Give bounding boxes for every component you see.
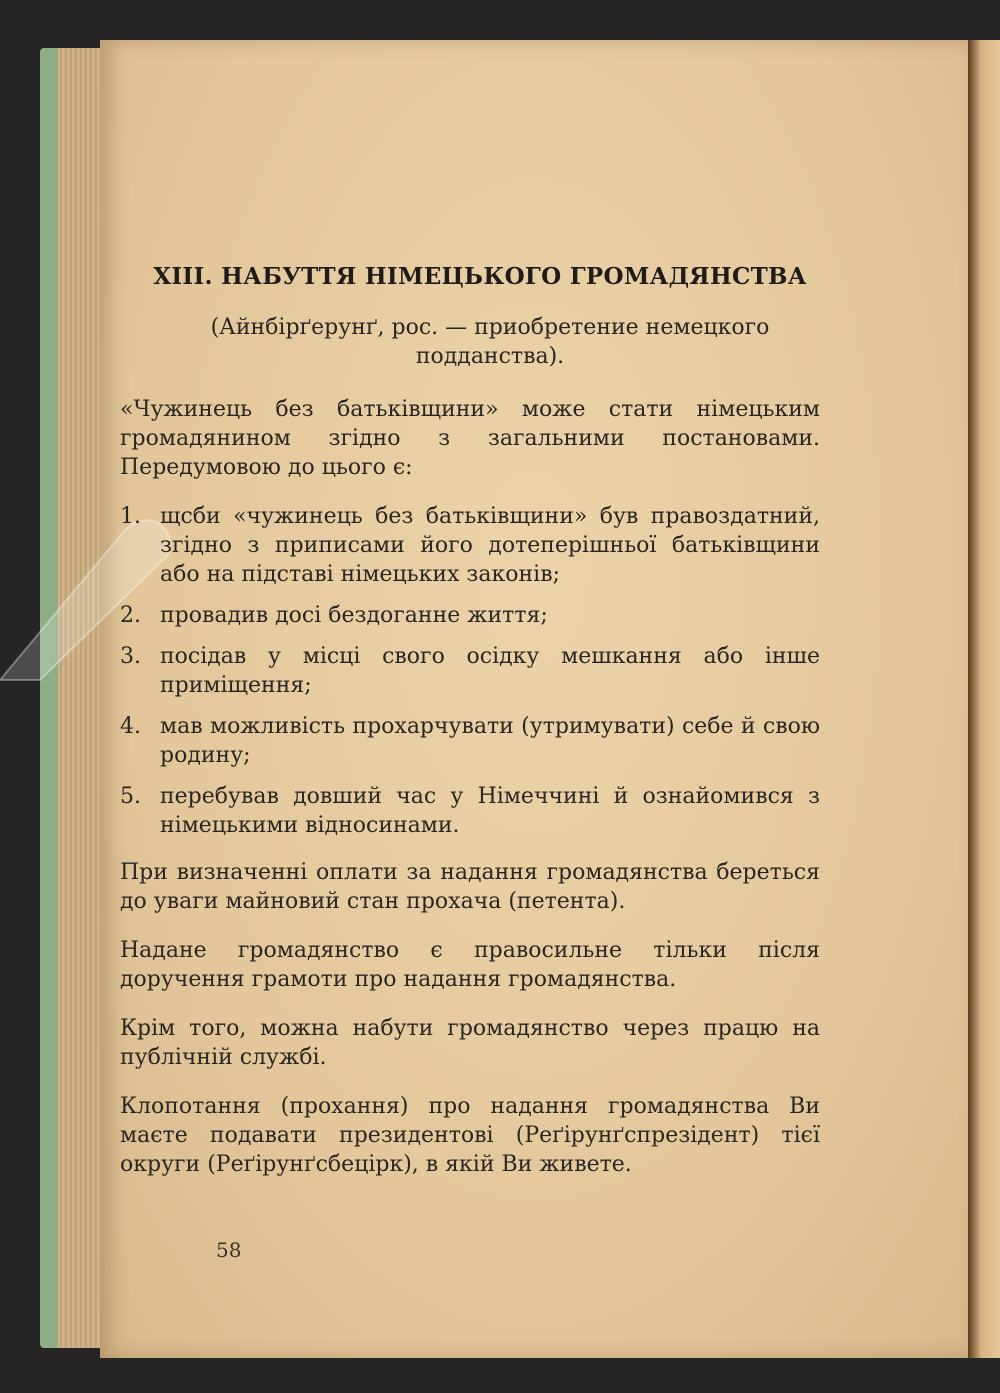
list-item [120,601,820,630]
list-text: посідав у місці свого осідку мешкання або інше приміщення; [160,644,820,698]
paragraph: Клопотання (прохання) про надання громадянства Ви маєте подавати президентові (Реґірунґспрезідент) тієї округи (Реґірунґсбецірк), в якій Ви живете. [120,1094,820,1177]
list-text: провадив досі бездоганне життя; [160,603,548,628]
section-title: XIII. НАБУТТЯ НІМЕЦЬКОГО ГРОМАДЯНСТВА [153,263,807,290]
list-number: 5. [120,784,141,809]
list-text: щсби «чужинець без батьківщини» був правоздатний, згідно з приписами його дотеперішньої батьківщини або на підставі німецьких законів; [160,504,820,587]
page-number: 58 [216,1238,242,1262]
list-item [120,642,820,700]
paragraph: Крім того, можна набути громадянство через працю на публічній службі. [120,1016,820,1070]
list-item [120,502,820,589]
list-number: 3. [120,644,141,669]
conditions-list [120,502,820,840]
paragraph: При визначенні оплати за надання громадянства береться до уваги майновий стан прохача (петента). [120,860,820,914]
list-item [120,712,820,770]
section-subtitle: (Айнбірґерунґ, рос. — приобретение немецкого подданства). [210,315,770,369]
list-text: перебував довший час у Німеччині й ознайомився з німецькими відносинами. [160,784,820,838]
list-text: мав можливість прохарчувати (утримувати) себе й свою родину; [160,714,820,768]
list-number: 1. [120,504,141,529]
list-number: 2. [120,603,141,628]
list-number: 4. [120,714,141,739]
article [120,262,820,1199]
paragraph: Надане громадянство є правосильне тільки після доручення грамоти про надання громадянства. [120,938,820,992]
intro-paragraph: «Чужинець без батьківщини» може стати німецьким громадянином згідно з загальними постановами. Передумовою до цього є: [120,397,820,480]
list-item [120,782,820,840]
next-page-edge [968,40,1000,1358]
